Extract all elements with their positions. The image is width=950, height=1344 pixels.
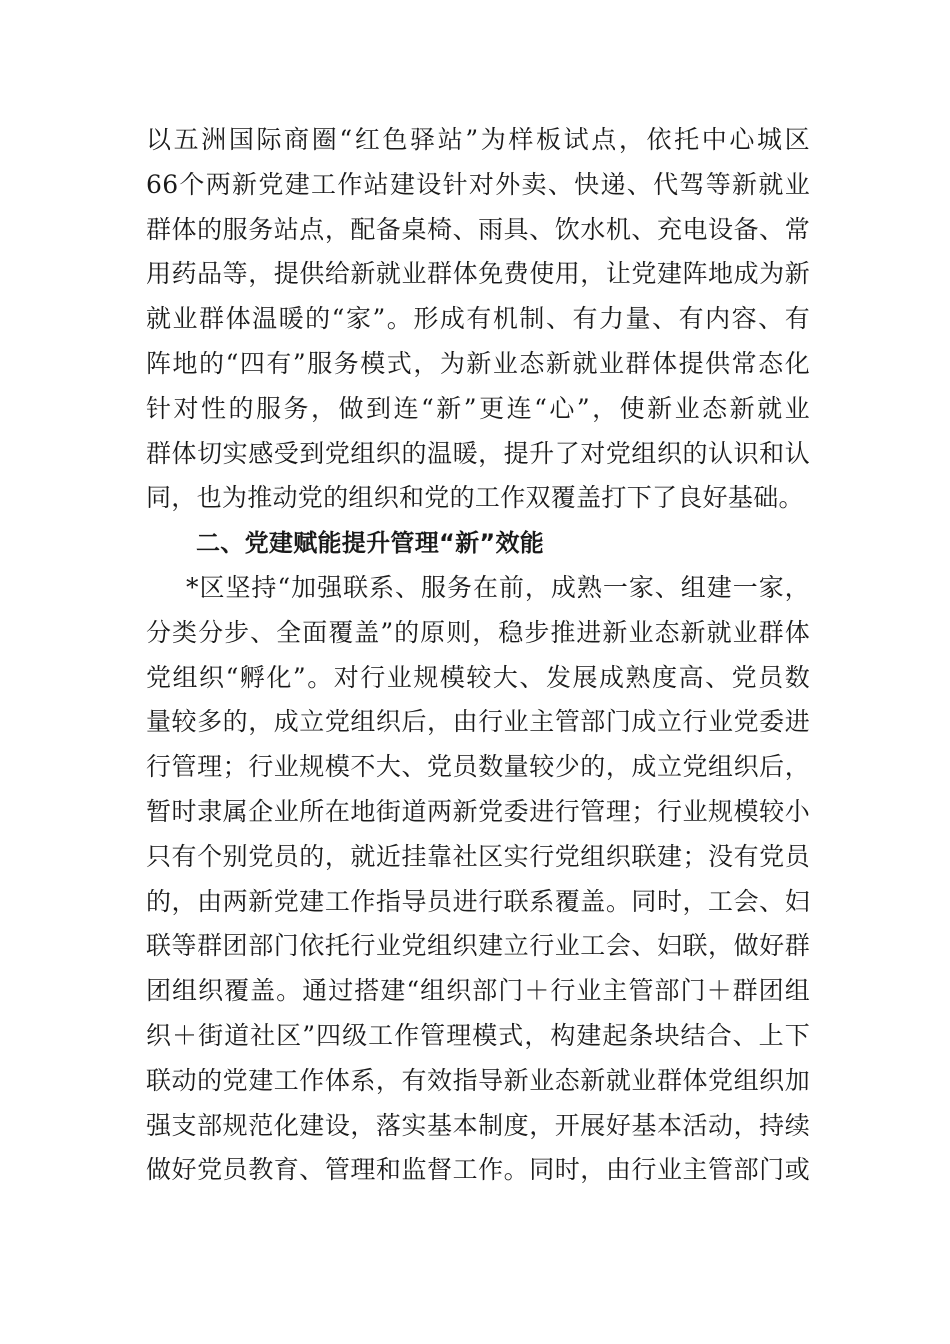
paragraph-line: 强支部规范化建设，落实基本制度，开展好基本活动，持续 (146, 1110, 810, 1140)
paragraph-line: 联动的党建工作体系，有效指导新业态新就业群体党组织加 (146, 1065, 810, 1095)
paragraph-line: 群体的服务站点，配备桌椅、雨具、饮水机、充电设备、常 (146, 214, 810, 244)
paragraph-line: 分类分步、全面覆盖”的原则，稳步推进新业态新就业群体 (146, 617, 810, 647)
paragraph-line: 团组织覆盖。通过搭建“组织部门＋行业主管部门＋群团组 (146, 976, 810, 1006)
paragraph-line: 66个两新党建工作站建设针对外卖、快递、代驾等新就业 (146, 169, 810, 199)
paragraph-line: 群体切实感受到党组织的温暖，提升了对党组织的认识和认 (146, 438, 810, 468)
paragraph-line: 用药品等，提供给新就业群体免费使用，让党建阵地成为新 (146, 259, 810, 289)
paragraph-line: 联等群团部门依托行业党组织建立行业工会、妇联，做好群 (146, 931, 810, 961)
paragraph-line: 党组织“孵化”。对行业规模较大、发展成熟度高、党员数 (146, 662, 810, 692)
paragraph-line: 针对性的服务，做到连“新”更连“心”，使新业态新就业 (146, 393, 810, 423)
paragraph-line: 暂时隶属企业所在地街道两新党委进行管理；行业规模较小 (146, 796, 810, 826)
paragraph-line: 同，也为推动党的组织和党的工作双覆盖打下了良好基础。 (146, 483, 804, 513)
paragraph-line: 以五洲国际商圈“红色驿站”为样板试点，依托中心城区 (146, 125, 810, 154)
paragraph-line: *区坚持“加强联系、服务在前，成熟一家、组建一家， (186, 572, 810, 602)
paragraph-line: 的，由两新党建工作指导员进行联系覆盖。同时，工会、妇 (146, 886, 810, 916)
paragraph-line: 量较多的，成立党组织后，由行业主管部门成立行业党委进 (146, 707, 810, 737)
paragraph-line: 就业群体温暖的“家”。形成有机制、有力量、有内容、有 (146, 304, 810, 334)
section-heading: 二、党建赋能提升管理“新”效能 (196, 529, 545, 558)
document-body (146, 118, 810, 1193)
paragraph-line: 做好党员教育、管理和监督工作。同时，由行业主管部门或 (146, 1155, 810, 1185)
paragraph-line: 阵地的“四有”服务模式，为新业态新就业群体提供常态化 (146, 348, 810, 378)
paragraph-line: 只有个别党员的，就近挂靠社区实行党组织联建；没有党员 (146, 841, 810, 871)
paragraph-line: 织＋街道社区”四级工作管理模式，构建起条块结合、上下 (146, 1020, 810, 1050)
paragraph-line: 行管理；行业规模不大、党员数量较少的，成立党组织后， (146, 752, 810, 782)
